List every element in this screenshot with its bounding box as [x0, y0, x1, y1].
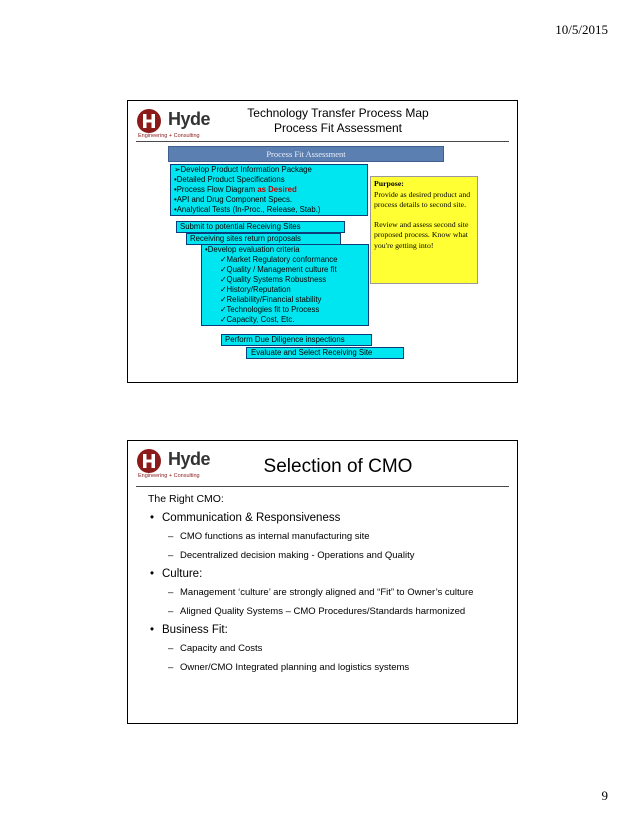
as-desired-highlight: as Desired: [257, 185, 297, 194]
purpose-text-1: Provide as desired product and process details to second site.: [374, 189, 471, 209]
develop-item: •Analytical Tests (In-Proc., Release, Stab.): [174, 205, 321, 214]
sub-bullet: – Management ‘culture’ are strongly aligned and “Fit” to Owner’s culture: [168, 587, 474, 598]
evaluate-select-box: Evaluate and Select Receiving Site: [246, 347, 404, 359]
logo-word: Hyde: [168, 449, 211, 469]
criteria-item: ✓Reliability/Financial stability: [220, 295, 322, 304]
receiving-step-box: Receiving sites return proposals: [186, 233, 341, 245]
develop-item: •Detailed Product Specifications: [174, 175, 285, 184]
hyde-logo-mark-icon: [136, 448, 166, 474]
title-divider: [136, 486, 509, 487]
purpose-note: [370, 176, 478, 284]
develop-item: •Process Flow Diagram as Desired: [174, 185, 297, 194]
sub-bullet: – Decentralized decision making - Operations and Quality: [168, 549, 415, 561]
criteria-item: ✓History/Reputation: [220, 285, 291, 294]
hyde-logo: [136, 448, 218, 480]
develop-item: •API and Drug Component Specs.: [174, 195, 293, 204]
process-fit-header-bar: Process Fit Assessment: [168, 146, 444, 162]
criteria-item: ✓Quality Systems Robustness: [220, 275, 327, 284]
slide-process-map: [127, 100, 518, 383]
logo-tagline: Engineering + Consulting: [138, 473, 200, 479]
purpose-text-2: Review and assess second site proposed process. Know what you're getting into!: [374, 219, 469, 250]
logo-tagline: Engineering + Consulting: [138, 133, 200, 139]
develop-item: ➢Develop Product Information Package: [174, 165, 312, 174]
bullet-culture: • Culture:: [150, 568, 203, 580]
hyde-logo-mark-icon: [136, 108, 166, 134]
slide1-title-line1: Technology Transfer Process Map: [247, 106, 429, 120]
slide2-title: Selection of CMO: [263, 456, 413, 477]
slide1-title: [220, 106, 456, 136]
criteria-item: ✓Technologies fit to Process: [220, 305, 320, 314]
criteria-item: ✓Market Regulatory conformance: [220, 255, 338, 264]
logo-word: Hyde: [168, 109, 211, 129]
criteria-item: ✓Quality / Management culture fit: [220, 265, 337, 274]
criteria-header: •Develop evaluation criteria: [205, 245, 300, 254]
due-diligence-box: Perform Due Diligence inspections: [221, 334, 372, 346]
bullet-communication: • Communication & Responsiveness: [150, 512, 341, 524]
bullet-business-fit: • Business Fit:: [150, 624, 228, 636]
evaluation-criteria-box: [201, 244, 369, 326]
slide1-title-line2: Process Fit Assessment: [273, 121, 403, 135]
criteria-item: ✓Capacity, Cost, Etc.: [220, 315, 295, 324]
slide2-body: [148, 493, 507, 674]
page-number: 9: [601, 788, 608, 803]
title-divider: [136, 141, 509, 142]
submit-step-box: Submit to potential Receiving Sites: [176, 221, 345, 233]
body-lead: The Right CMO:: [148, 493, 224, 505]
sub-bullet: – Aligned Quality Systems – CMO Procedures/Standards harmonized: [168, 605, 466, 617]
purpose-heading: Purpose:: [374, 179, 404, 188]
page-date: 10/5/2015: [555, 22, 608, 37]
sub-bullet: – Owner/CMO Integrated planning and logistics systems: [168, 661, 410, 673]
slide-selection-of-cmo: [127, 440, 518, 724]
sub-bullet: – CMO functions as internal manufacturing site: [168, 531, 370, 542]
develop-package-box: [170, 164, 368, 216]
sub-bullet: – Capacity and Costs: [168, 643, 263, 654]
hyde-logo: [136, 108, 218, 140]
